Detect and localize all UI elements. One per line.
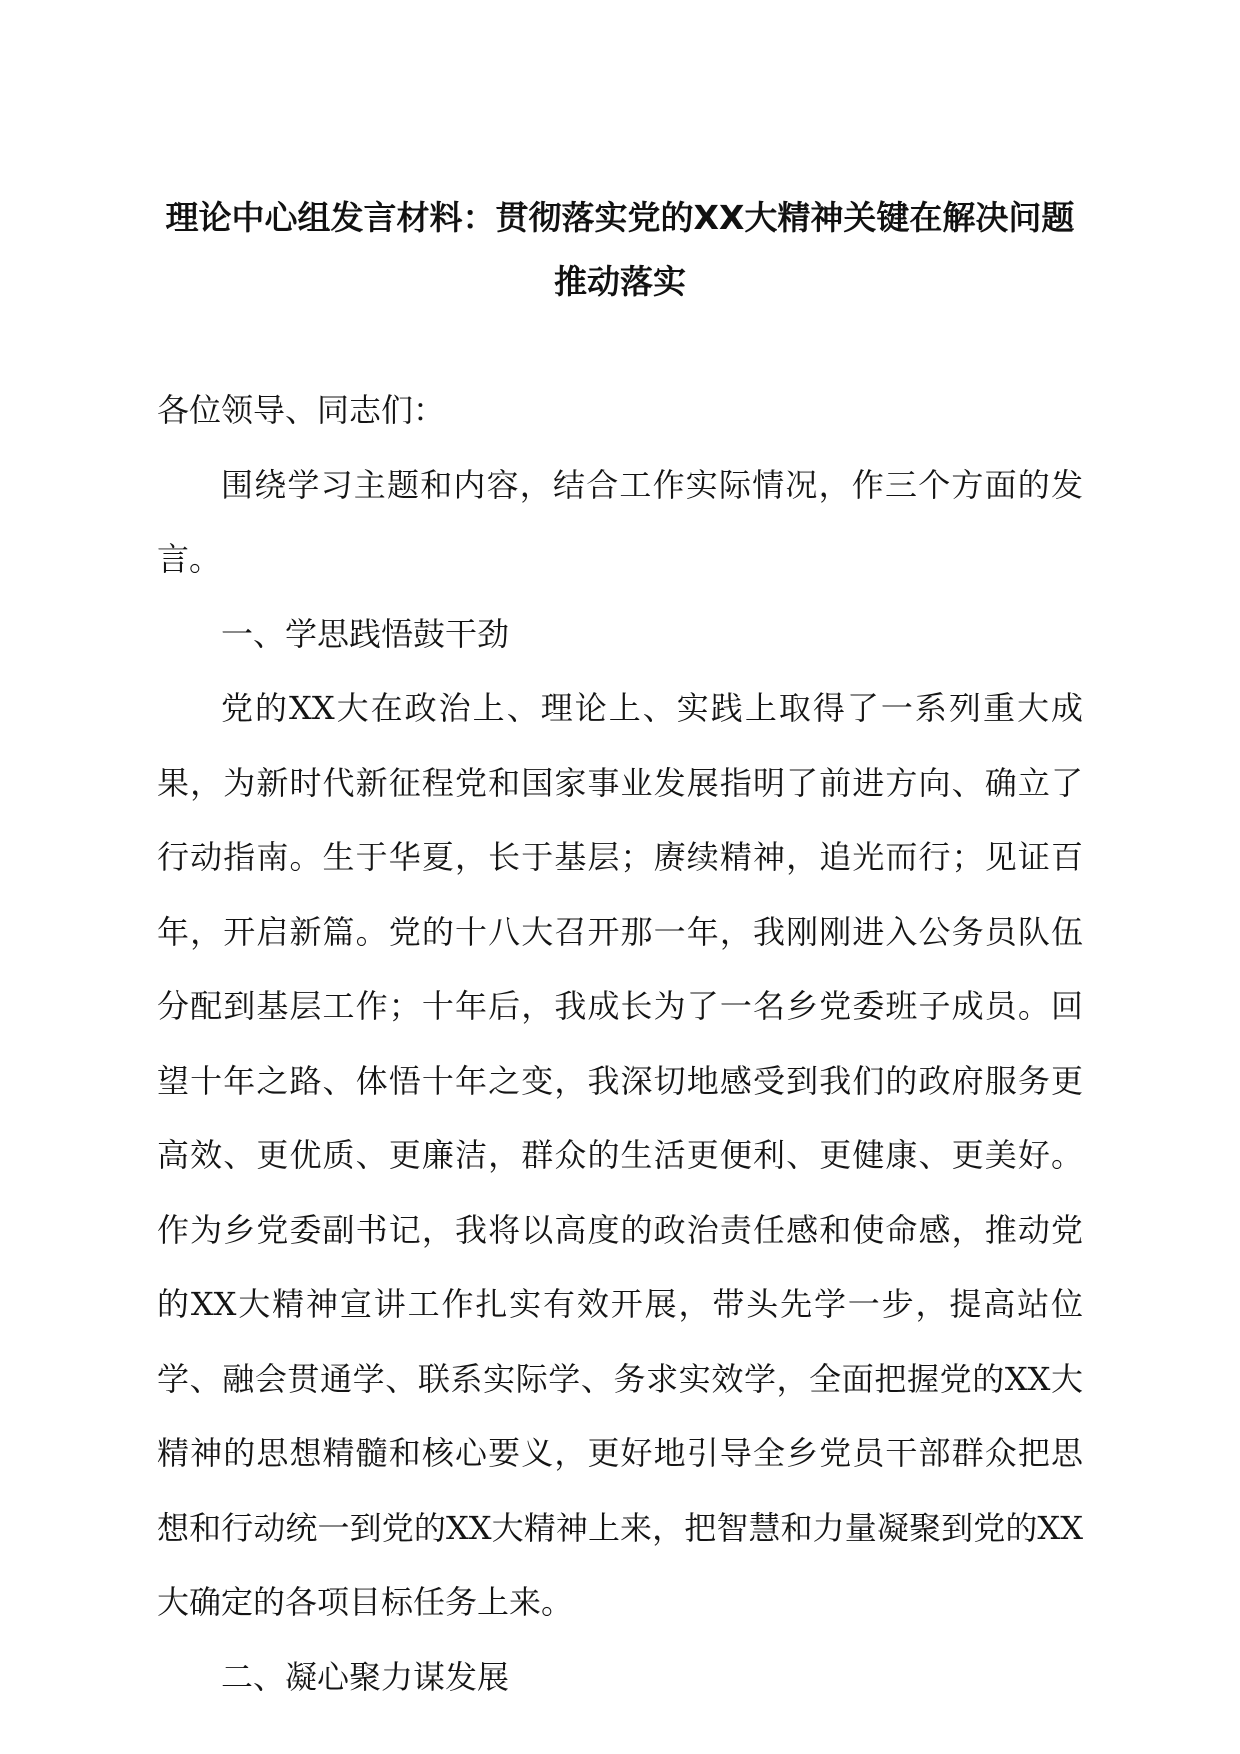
section-1-paragraph: 党的XX大在政治上、理论上、实践上取得了一系列重大成果，为新时代新征程党和国家事业发展指明了前进方向、确立了行动指南。生于华夏，长于基层；赓续精神，追光而行；见证百年，开启新篇。党的十八大召开那一年，我刚刚进入公务员队伍分配到基层工作；十年后，我成长为了一名乡党委班子成员。回望十年之路、体悟十年之变，我深切地感受到我们的政府服务更高效、更优质、更廉洁，群众的生活更便利、更健康、更美好。作为乡党委副书记，我将以高度的政治责任感和使命感，推动党的XX大精神宣讲工作扎实有效开展，带头先学一步，提高站位学、融会贯通学、联系实际学、务求实效学，全面把握党的XX大精神的思想精髓和核心要义，更好地引导全乡党员干部群众把思想和行动统一到党的XX大精神上来，把智慧和力量凝聚到党的XX大确定的各项目标任务上来。 [157,689,1083,1621]
section-2-heading: 二、凝心聚力谋发展 [221,1657,510,1696]
document-title-line-2: 推动落实 [554,262,686,301]
intro-paragraph: 围绕学习主题和内容，结合工作实际情况，作三个方面的发言。 [157,465,1083,578]
section-1-heading: 一、学思践悟鼓干劲 [221,614,510,653]
document-body [157,373,1083,1714]
document-title-line-1: 理论中心组发言材料：贯彻落实党的XX大精神关键在解决问题 [165,198,1075,237]
salutation: 各位领导、同志们： [157,391,446,429]
